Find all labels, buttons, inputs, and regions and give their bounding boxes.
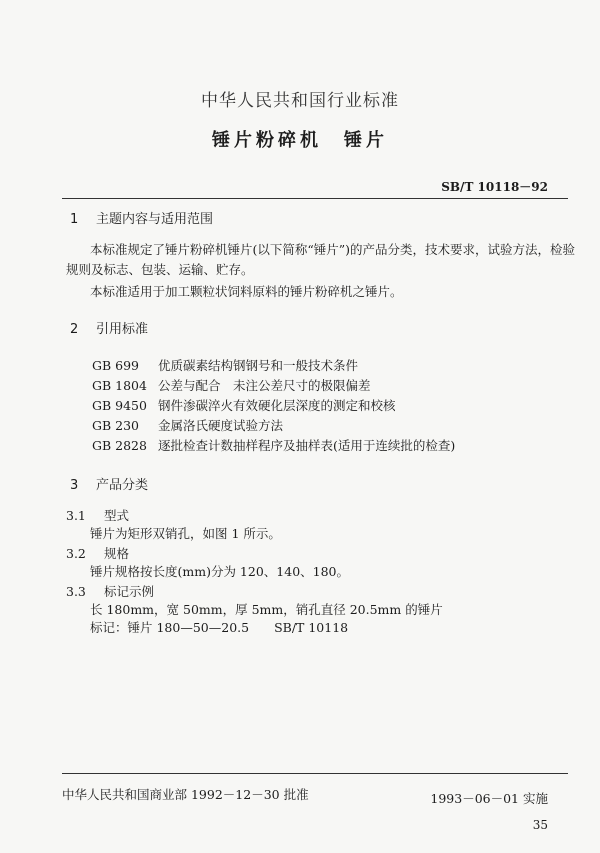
reference-code: GB 230 xyxy=(92,418,140,433)
subsection-3-3-heading xyxy=(66,582,154,600)
section-2-title: 引用标准 xyxy=(96,322,149,337)
reference-item xyxy=(92,416,283,434)
section-3-title: 产品分类 xyxy=(96,478,149,493)
section-1-heading xyxy=(70,208,213,227)
reference-item xyxy=(92,356,358,374)
approval-info: 中华人民共和国商业部 1992－12－30 批准 xyxy=(62,787,309,802)
subsection-3-1-heading xyxy=(66,506,129,524)
reference-code: GB 699 xyxy=(92,358,140,373)
standard-code: SB/T 10118－92 xyxy=(441,180,548,194)
document-title: 锤片粉碎机 锤片 xyxy=(212,130,388,151)
reference-code: GB 9450 xyxy=(92,398,147,413)
reference-text: 逐批检查计数抽样程序及抽样表(适用于连续批的检查) xyxy=(158,438,456,453)
subsection-3-3-body-line-2: 标记：锤片 180—50—20.5 SB/T 10118 xyxy=(90,620,349,635)
reference-text: 公差与配合 未注公差尺寸的极限偏差 xyxy=(158,378,371,393)
reference-item xyxy=(92,396,396,414)
subsection-title: 型式 xyxy=(104,508,130,523)
subsection-3-3-body-line-1: 长 180mm，宽 50mm，厚 5mm，销孔直径 20.5mm 的锤片 xyxy=(90,602,443,617)
section-2-number: 2 xyxy=(70,322,79,337)
section-1-number: 1 xyxy=(70,212,79,227)
section-2-heading xyxy=(70,318,148,337)
section-1-para-1-line-2: 规则及标志、包装、运输、贮存。 xyxy=(66,262,254,277)
section-1-para-1-line-1: 本标准规定了锤片粉碎机锤片(以下简称“锤片”)的产品分类，技术要求，试验方法，检验 xyxy=(90,242,576,257)
subsection-3-2-body: 锤片规格按长度(mm)分为 120、140、180。 xyxy=(90,564,350,579)
implementation-date: 1993－06－01 实施 xyxy=(430,791,548,806)
subsection-number: 3.1 xyxy=(66,508,86,523)
page-number: 35 xyxy=(532,818,548,832)
issuing-org-header: 中华人民共和国行业标准 xyxy=(201,91,399,111)
section-1-title: 主题内容与适用范围 xyxy=(96,212,214,227)
subsection-number: 3.3 xyxy=(66,584,86,599)
reference-item xyxy=(92,436,455,454)
subsection-title: 规格 xyxy=(104,546,130,561)
subsection-3-1-body: 锤片为矩形双销孔，如图 1 所示。 xyxy=(90,526,281,541)
section-3-number: 3 xyxy=(70,478,79,493)
subsection-number: 3.2 xyxy=(66,546,86,561)
section-3-heading xyxy=(70,474,148,493)
reference-code: GB 2828 xyxy=(92,438,147,453)
reference-item xyxy=(92,376,371,394)
subsection-3-2-heading xyxy=(66,544,129,562)
subsection-title: 标记示例 xyxy=(104,584,155,599)
reference-code: GB 1804 xyxy=(92,378,147,393)
footer-divider xyxy=(62,773,568,774)
reference-text: 优质碳素结构钢钢号和一般技术条件 xyxy=(158,358,359,373)
section-1-para-2: 本标准适用于加工颗粒状饲料原料的锤片粉碎机之锤片。 xyxy=(90,284,403,299)
reference-text: 金属洛氏硬度试验方法 xyxy=(158,418,284,433)
reference-text: 钢件渗碳淬火有效硬化层深度的测定和校核 xyxy=(158,398,396,413)
header-divider xyxy=(62,198,568,199)
